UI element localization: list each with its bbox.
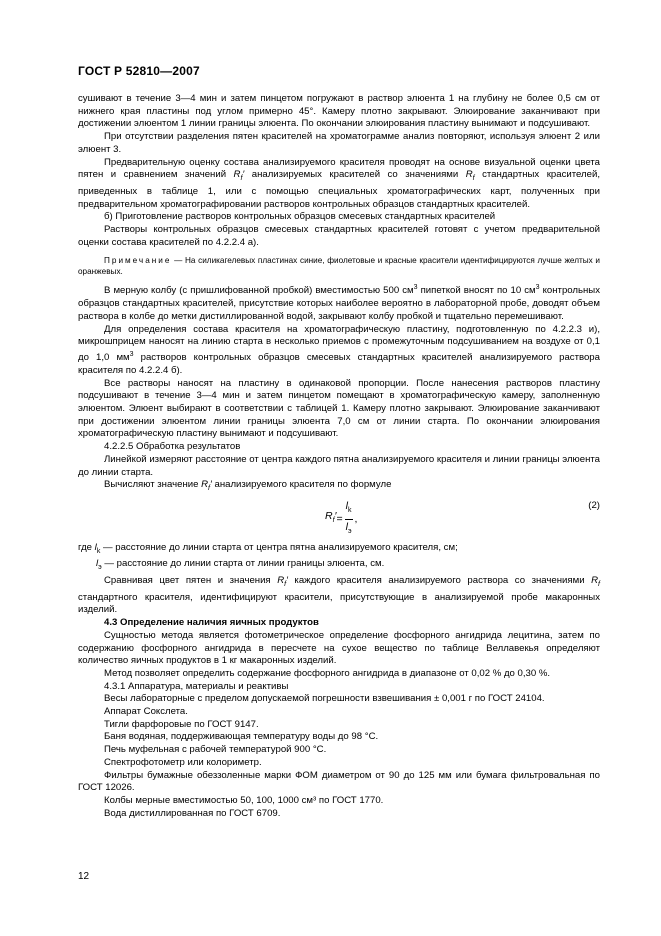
text-run: анализируемых красителей со значениями — [244, 169, 466, 181]
document-body — [78, 93, 600, 820]
paragraph: Для определения состава красителя на хроматографическую пластину, подготовленную по 4.2.2.3 и), микрошприцем наносят на линию старта в несколько приемов с промежуточным подсушиванием на воздухе от 0,1 до 1,0 $мм^3$ растворов контрольных образцов смесевых стандартных красителей анализируемого раствора красителя по 4.2.2.4 б). — [78, 323, 600, 376]
paragraph: Сравнивая цвет пятен и значения $R_f'$ каждого красителя анализируемого раствора со значениями $R_f$ стандартного красителя, идентифицируют красители, присутствующие в анализируемой пробе макаронных изделий. — [78, 575, 600, 616]
legend-line: $l_э$ — расстояние до линии старта от линии границы элюента, см. — [96, 558, 385, 572]
rf-symbol: $R_f$ — [591, 575, 600, 588]
section-heading: 4.3 Определение наличия яичных продуктов — [104, 617, 319, 629]
rf-symbol: $R_f$ — [465, 169, 475, 183]
list-item: Печь муфельная с рабочей температурой 900 °С. — [104, 744, 327, 756]
list-item: Фильтры бумажные обеззоленные марки ФОМ диаметром от 90 до 125 мм или бумага фильтровальная по ГОСТ 12026. — [78, 769, 600, 794]
rf-symbol: $R_f'$ — [201, 479, 212, 493]
paragraph: При отсутствии разделения пятен красителей на хроматограмме анализ повторяют, используя элюент 2 или элюент 3. — [78, 131, 600, 155]
list-item: Колбы мерные вместимостью 50, 100, 1000 см³ по ГОСТ 1770. — [104, 794, 384, 806]
paragraph: Линейкой измеряют расстояние от центра каждого пятна анализируемого красителя и линии границы элюента до линии старта. — [78, 453, 600, 478]
list-item: Тигли фарфоровые по ГОСТ 9147. — [104, 718, 259, 730]
list-item: Весы лабораторные с пределом допускаемой погрешности взвешивания ± 0,001 г по ГОСТ 24104. — [104, 693, 545, 705]
formula-fraction: $\frac{l_k}{l_э}$ — [345, 499, 352, 535]
paragraph — [78, 157, 600, 212]
section-heading: 4.2.2.5 Обработка результатов — [104, 441, 241, 453]
subsection-item: б) Приготовление растворов контрольных образцов смесевых стандартных красителей — [104, 211, 496, 223]
list-item: Баня водяная, поддерживающая температуру воды до 98 °С. — [104, 731, 379, 743]
page-number: 12 — [78, 871, 90, 882]
rf-symbol: $R_f'$ — [277, 575, 288, 588]
section-heading: 4.3.1 Аппаратура, материалы и реактивы — [104, 680, 289, 692]
list-item: Аппарат Сокслета. — [104, 706, 188, 718]
list-item: Вода дистиллированная по ГОСТ 6709. — [104, 807, 281, 819]
paragraph: Растворы контрольных образцов смесевых стандартных красителей готовят с учетом предварительной оценки состава красителей по 4.2.2.4 а). — [78, 223, 600, 248]
text-run: стандартных красителей, приведенных в таблице 1, или с помощью специальных хроматографических карт, полученных при предварительном хроматографировании растворов контрольных образцов стандартных красителей. — [78, 169, 600, 210]
paragraph: Метод позволяет определить содержание фосфорного ангидрида в диапазоне от 0,02 % до 0,30 %. — [104, 667, 551, 679]
document-header: ГОСТ Р 52810—2007 — [78, 64, 200, 78]
formula-block — [78, 498, 600, 538]
list-item: Спектрофотометр или колориметр. — [104, 756, 262, 768]
paragraph: Все растворы наносят на пластину в одинаковой пропорции. После нанесения растворов пластину подсушивают в течение 3—4 мин и затем пинцетом помещают в хроматографическую камеру, заполненную элюентом. Элюент выбирают в соответствии с таблицей 1. Камеру плотно закрывают. Элюирование заканчивают при достижении элюентом линии границы элюента 7,0 см от линии старта. По окончании элюирования хроматографическую пластину вынимают и подсушивают. — [78, 377, 600, 440]
rf-symbol: $R_f'$ — [233, 169, 245, 183]
note-label: Примечание — [104, 256, 172, 266]
paragraph: Вычисляют значение $R_f'$ анализируемого красителя по формуле — [104, 479, 392, 493]
text-run: Предварительную оценку состава анализируемого красителя проводят на основе визуальной оценки цвета пятен и сравнением значений — [78, 156, 600, 181]
paragraph: сушивают в течение 3—4 мин и затем пинцетом погружают в раствор элюента 1 на глубину не более 0,5 см от нижнего края пластины под углом примерно 45°. Камеру плотно закрывают. Элюирование заканчивают при достижении элюентом 1 линии границы элюента. По окончании элюирования пластину вынимают и подсушивают. — [78, 93, 600, 130]
paragraph: В мерную колбу (с пришлифованной пробкой) вместимостью 500 $см^3$ пипеткой вносят по 10 $см^3$ контрольных образцов стандартных красителей, присутствие которых наиболее вероятно в лабораторной пробе, доводят объем раствора в колбе до метки дистиллированной водой, закрывают колбу пробкой и тщательно перемешивают. — [78, 284, 600, 322]
formula-number: (2) — [588, 499, 600, 511]
note-text: — На силикагелевых пластинах синие, фиолетовые и красные красители идентифицируются лучше желтых и оранжевых. — [78, 256, 600, 277]
note — [78, 255, 600, 277]
legend-line: где $l_k$ — расстояние до линии старта от центра пятна анализируемого красителя, см; — [78, 541, 458, 555]
paragraph: Сущностью метода является фотометрическое определение фосфорного ангидрида лецитина, затем по содержанию фосфорного ангидрида в пересчете на сухое вещество по таблице Веллавекья определяют количество яичных продуктов в 1 кг макаронных изделий. — [78, 629, 600, 667]
formula-expression: $R_f'$ = $\frac{l_k}{l_э}$ , — [325, 500, 357, 539]
